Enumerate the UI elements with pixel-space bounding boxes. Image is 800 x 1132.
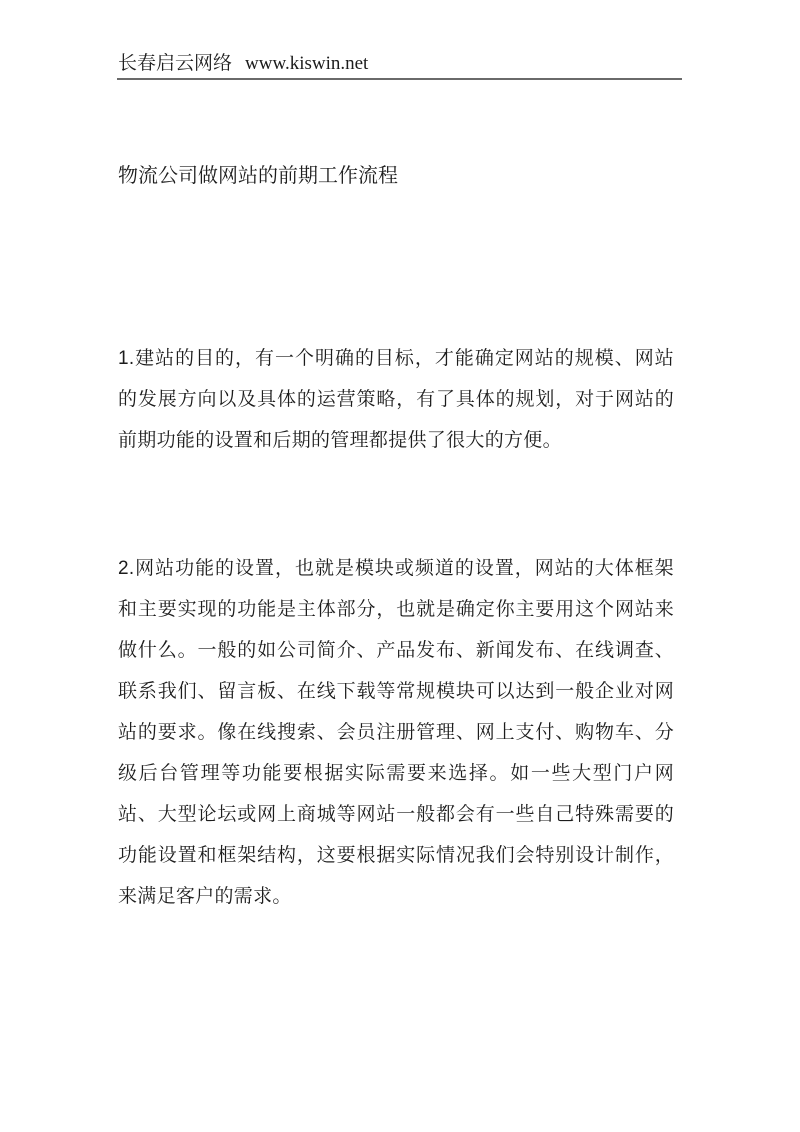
header-website: www.kiswin.net: [245, 53, 369, 74]
header-rule: [117, 78, 682, 80]
header-company-name: 长春启云网络: [118, 53, 233, 74]
page-header: [118, 52, 683, 76]
document-title: 物流公司做网站的前期工作流程: [118, 165, 398, 187]
paragraph-2: 2.网站功能的设置，也就是模块或频道的设置，网站的大体框架和主要实现的功能是主体部分，也就是确定你主要用这个网站来做什么。一般的如公司简介、产品发布、新闻发布、在线调查、联系我们、留言板、在线下载等常规模块可以达到一般企业对网站的要求。像在线搜索、会员注册管理、网上支付、购物车、分级后台管理等功能要根据实际需要来选择。如一些大型门户网站、大型论坛或网上商城等网站一般都会有一些自己特殊需要的功能设置和框架结构，这要根据实际情况我们会特别设计制作，来满足客户的需求。: [118, 558, 674, 907]
paragraph-1: 1.建站的目的，有一个明确的目标，才能确定网站的规模、网站的发展方向以及具体的运营策略，有了具体的规划，对于网站的前期功能的设置和后期的管理都提供了很大的方便。: [118, 348, 674, 451]
